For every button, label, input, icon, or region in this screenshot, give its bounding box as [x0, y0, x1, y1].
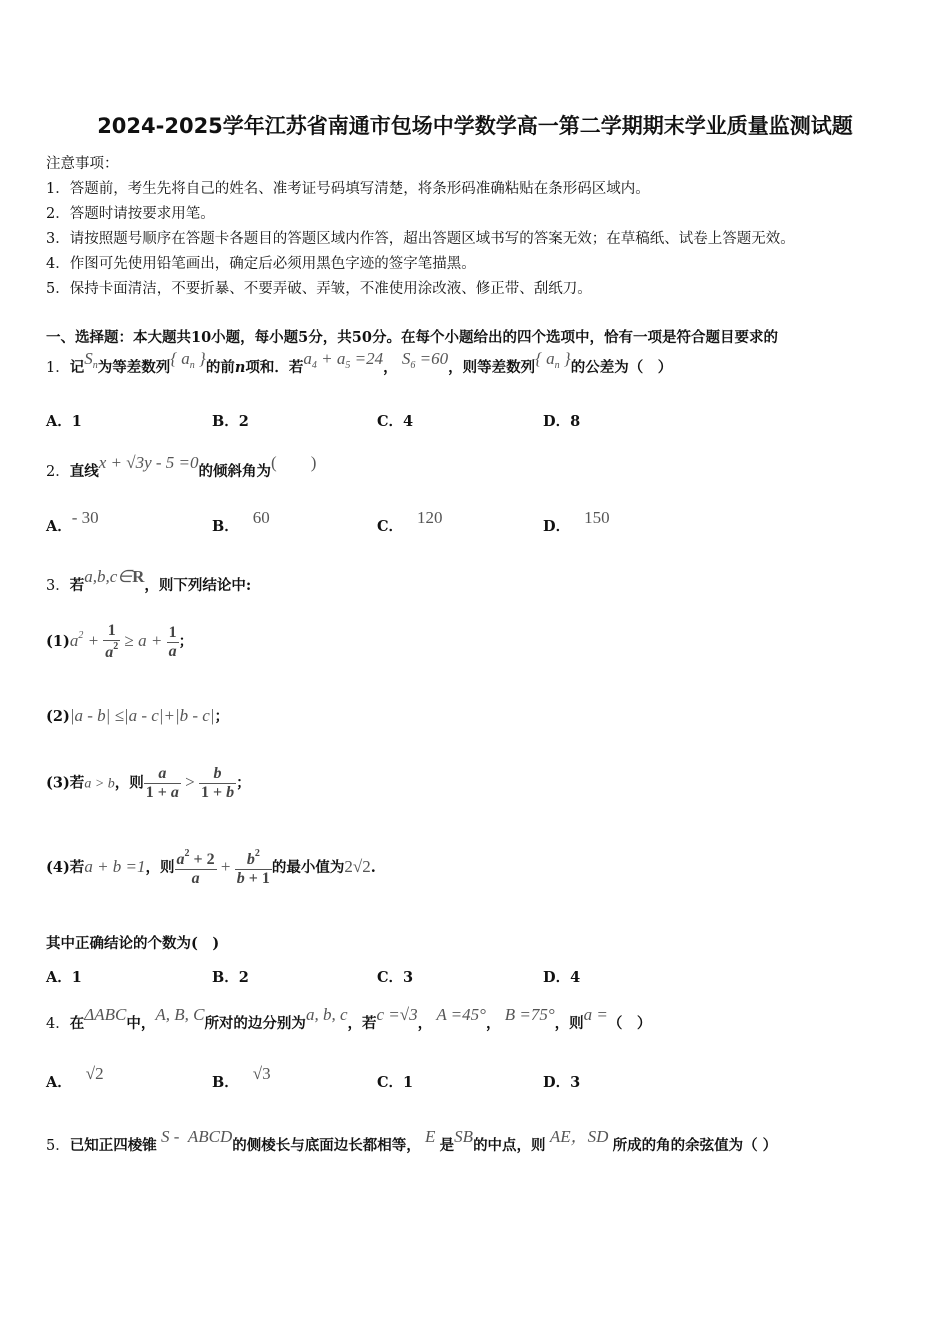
- option-d: D．8: [543, 413, 581, 430]
- question-2: 2．直线x + √3y - 5 =0的倾斜角为( ): [46, 453, 317, 480]
- notice-item: 1．答题前，考生先将自己的姓名、准考证号码填写清楚，将条形码准确粘贴在条形码区域内。: [46, 181, 650, 197]
- option-a: A． √2: [46, 1064, 104, 1091]
- math-abc-in-r: a,b,c∈R: [84, 567, 145, 586]
- math-a4-a5: $a_4 + a_5 =24$: [303, 349, 384, 371]
- question-4: 4．在ΔABC中，A, B, C所对的边分别为a, b, c，若c =√3， A =45°， B =75°，则a =（ ）: [46, 1005, 652, 1032]
- option-c: C． 120: [377, 508, 443, 535]
- notice-item: 4．作图可先使用铅笔画出，确定后必须用黑色字迹的签字笔描黑。: [46, 256, 476, 272]
- question-3-ask: 其中正确结论的个数为( ): [46, 935, 220, 952]
- math-sn: $S_n$: [84, 349, 98, 371]
- question-number: 1．: [46, 360, 70, 376]
- notice-item: 5．保持卡面清洁，不要折暴、不要弄破、弄皱，不准使用涂改液、修正带、刮纸刀。: [46, 281, 592, 297]
- option-c: C．3: [377, 969, 414, 986]
- question-3: 3．若a,b,c∈R，则下列结论中:: [46, 567, 252, 594]
- option-d: D．3: [543, 1074, 581, 1091]
- notice-heading: 注意事项：: [46, 156, 119, 172]
- option-a: A．1: [46, 413, 82, 430]
- option-d: D．4: [543, 969, 581, 986]
- math-seq-an: { $a_n$ }: [535, 349, 571, 371]
- statement-3: (3)若a > b，则 $\frac{a}{1 + a}$ > $\frac{b}{1 + b}$ ；: [46, 765, 251, 801]
- option-c: C．1: [377, 1074, 414, 1091]
- statement-2: (2)|a - b| ≤|a - c|+|b - c|；: [46, 706, 229, 725]
- statement-4: (4)若a + b =1，则 $\frac{a^2 + 2}{a}$ + $\frac{b^2}{b + 1}$ 的最小值为2√2.: [46, 848, 376, 887]
- math-line-equation: x + √3y - 5 =0: [98, 453, 199, 472]
- notice-item: 3．请按照题号顺序在答题卡各题目的答题区域内作答，超出答题区域书写的答案无效；在草稿纸、试卷上答题无效。: [46, 231, 795, 247]
- option-a: A．1: [46, 969, 82, 986]
- option-b: B． √3: [212, 1064, 271, 1091]
- question-5: 5．已知正四棱锥 S - ABCD的侧棱长与底面边长都相等， E 是SB的中点，则 AE，SD 所成的角的余弦值为（ ）: [46, 1127, 778, 1154]
- option-c: C．4: [377, 413, 414, 430]
- option-b: B． 60: [212, 508, 270, 535]
- statement-1: $(1)a^2$ + $\frac{1}{a^2}$ ≥ a + $\frac{1}{a}$ ；: [46, 622, 194, 661]
- option-b: B．2: [212, 413, 249, 430]
- question-1: 1．记$S_n$为等差数列{ $a_n$ }的前n项和．若$a_4 + a_5 =24$， $S_6 =60$，则等差数列{ $a_n$ }的公差为（ ）: [46, 349, 673, 376]
- option-b: B．2: [212, 969, 249, 986]
- math-blank-paren: ( ): [271, 453, 317, 472]
- option-a: A．- 30: [46, 508, 99, 535]
- notice-item: 2．答题时请按要求用笔。: [46, 206, 215, 222]
- math-s6: $S_6 =60$: [397, 349, 449, 371]
- option-d: D． 150: [543, 508, 610, 535]
- section-heading: 一、选择题：本大题共10小题，每小题5分，共50分。在每个小题给出的四个选项中，恰有一项是符合题目要求的: [46, 329, 778, 346]
- math-seq-an: { $a_n$ }: [170, 349, 206, 371]
- page-title: 2024-2025学年江苏省南通市包场中学数学高一第二学期期末学业质量监测试题: [97, 114, 853, 138]
